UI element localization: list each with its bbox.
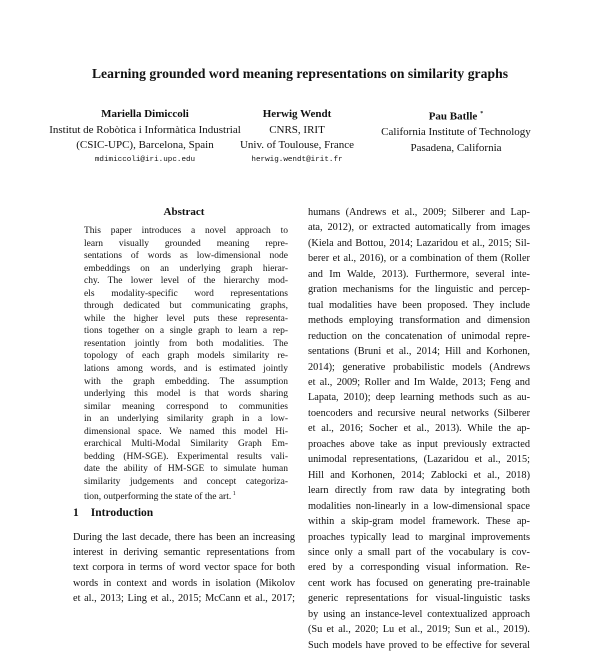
text-line: proaches above take as input previously extracted	[308, 438, 530, 450]
text-line: tual modalities have been proposed. They include	[308, 299, 530, 311]
author-email: herwig.wendt@irit.fr	[251, 155, 343, 164]
author-footnote-mark: *	[480, 111, 484, 117]
text-line: date the ability of HM-SGE to simulate human	[84, 464, 288, 475]
text-line: bedding (HM-SGE). Experimental results vali-	[84, 451, 288, 462]
text-line: embeddings on an underlying graph hierar-	[84, 263, 288, 274]
text-line: while the higher level puts these representa-	[84, 313, 288, 324]
text-line: modalities non-linearly in a low-dimensional space	[308, 500, 530, 512]
text-line: interest in deriving semantic representations from	[73, 547, 295, 559]
author-name-text: Pau Batlle	[428, 110, 478, 123]
text-line: words in context and words in isolation (Mikolov	[73, 577, 295, 589]
abstract-body	[84, 225, 288, 504]
text-line: Such models have proved to be effective for several	[308, 639, 530, 651]
text-line: sentations (Bruni et al., 2014; Hill and Korhonen,	[308, 346, 530, 358]
text-line: proaches typically lead to marginal improvements	[308, 531, 530, 543]
text-line: tion, outperforming the state of the art. $^1$	[84, 491, 236, 503]
author-block-3	[366, 107, 546, 156]
text-line: learn directly from raw data by integrating both	[308, 485, 530, 497]
text-line: ered by a corresponding visual information. Re-	[308, 562, 530, 574]
author-block-1	[40, 107, 250, 167]
introduction-body	[73, 530, 295, 606]
text-line: methods employing transformation and dimension	[308, 315, 530, 327]
text-line: Hill and Korhonen, 2014; Zablocki et al., 2018)	[308, 469, 530, 481]
text-line: (Kiela and Bottou, 2014; Lazaridou et al., 2015; Sil-	[308, 237, 530, 249]
paper-title: Learning grounded word meaning representations on similarity graphs	[91, 66, 509, 81]
text-line: learn visually grounded meaning repre-	[84, 238, 288, 249]
text-line: sentations of words as low-dimensional node	[84, 251, 288, 262]
author-name: Mariella Dimiccoli	[101, 108, 189, 120]
author-name: Herwig Wendt	[262, 108, 332, 120]
section-title: Introduction	[90, 507, 154, 519]
text-line: since only a small part of the vocabulary is cov-	[308, 546, 530, 558]
text-line: els modality-specific word representations	[84, 288, 288, 299]
text-line: unimodal representations, (Lazaridou et al., 2015;	[308, 454, 530, 466]
author-affiliation-line: Pasadena, California	[410, 141, 502, 154]
section-number: 1	[73, 507, 79, 519]
text-line: berer et al., 2016), or a combination of them (Roller	[308, 253, 530, 265]
text-line: et al., 2016; Socher et al., 2013). While the ap-	[308, 423, 530, 435]
author-name	[366, 107, 546, 125]
text-line: lations among words, and is estimated jointly	[84, 364, 288, 375]
text-line: similarity judgements and concept categoriza-	[84, 476, 288, 487]
text-line: (Su et al., 2020; Lu et al., 2019; Sun et al., 2019).	[308, 624, 530, 636]
author-block-2	[222, 107, 372, 167]
text-line: toencoders and recursive neural networks (Silberer	[308, 407, 530, 419]
text-line: with the graph embedding. The assumption	[84, 376, 288, 387]
text-line: gration mechanisms for the linguistic and percep-	[308, 284, 530, 296]
text-line: et al., 2009; Roller and Im Walde, 2013; Feng and	[308, 376, 530, 388]
author-affiliation-line: California Institute of Technology	[381, 126, 531, 139]
text-line: similar meaning correspond to communities	[84, 401, 288, 412]
text-line: tions together on a single graph to learn a rep-	[84, 326, 288, 337]
text-line: ata, 2012), or extracted automatically from images	[308, 222, 530, 234]
text-line: chy. The lower level of the hierarchy mod-	[84, 276, 288, 287]
text-line: During the last decade, there has been an increasing	[73, 532, 295, 543]
section-heading-introduction	[73, 507, 153, 519]
text-line: This paper introduces a novel approach to	[84, 226, 288, 236]
text-line: through dedicated but communicating graphs,	[84, 301, 288, 312]
text-line: cent work has focused on generating pre-trainable	[308, 577, 530, 589]
footnote-mark: 1	[231, 491, 236, 498]
text-line: humans (Andrews et al., 2009; Silberer and Lap-	[308, 207, 530, 218]
text-line: in an underlying similarity graph in a low-	[84, 414, 288, 425]
abstract-heading: Abstract	[163, 206, 205, 218]
text-line: reduction on the concatenation of unimodal repre-	[308, 330, 530, 342]
author-affiliation-line: CNRS, IRIT	[269, 123, 325, 136]
author-email: mdimiccoli@iri.upc.edu	[94, 155, 196, 164]
text-line: within a skip-gram model framework. These ap-	[308, 516, 530, 528]
text-line: Lapata, 2010); deep learning methods such as au-	[308, 392, 530, 404]
text-line: underlying this model is that words sharing	[84, 389, 288, 400]
author-affiliation-line: (CSIC-UPC), Barcelona, Spain	[76, 139, 214, 151]
right-column-body	[308, 205, 530, 653]
text-line: 2014); generative probabilistic models (Andrews	[308, 361, 530, 373]
author-affiliation-line: Univ. of Toulouse, France	[239, 139, 355, 151]
text-line: topology of each graph models similarity re-	[84, 351, 288, 362]
text-line: text corpora in terms of word vector space for both	[73, 562, 295, 574]
text-line: dimensional space. We named this model Hi-	[84, 426, 288, 437]
text-line: and Im Walde, 2013). Furthermore, several inte-	[308, 268, 530, 280]
text-line: et al., 2013; Ling et al., 2015; McCann et al., 2017;	[73, 592, 295, 604]
text-line: by using an instance-level contextualized approach	[308, 608, 530, 620]
author-affiliation-line: Institut de Robòtica i Informàtica Industrial	[49, 123, 241, 136]
text-line: resentation jointly from both modalities. The	[84, 338, 288, 349]
text-line: erarchical Multi-Modal Similarity Graph Em-	[84, 439, 288, 450]
text-line: generic representations for visual-linguistic tasks	[308, 593, 530, 605]
